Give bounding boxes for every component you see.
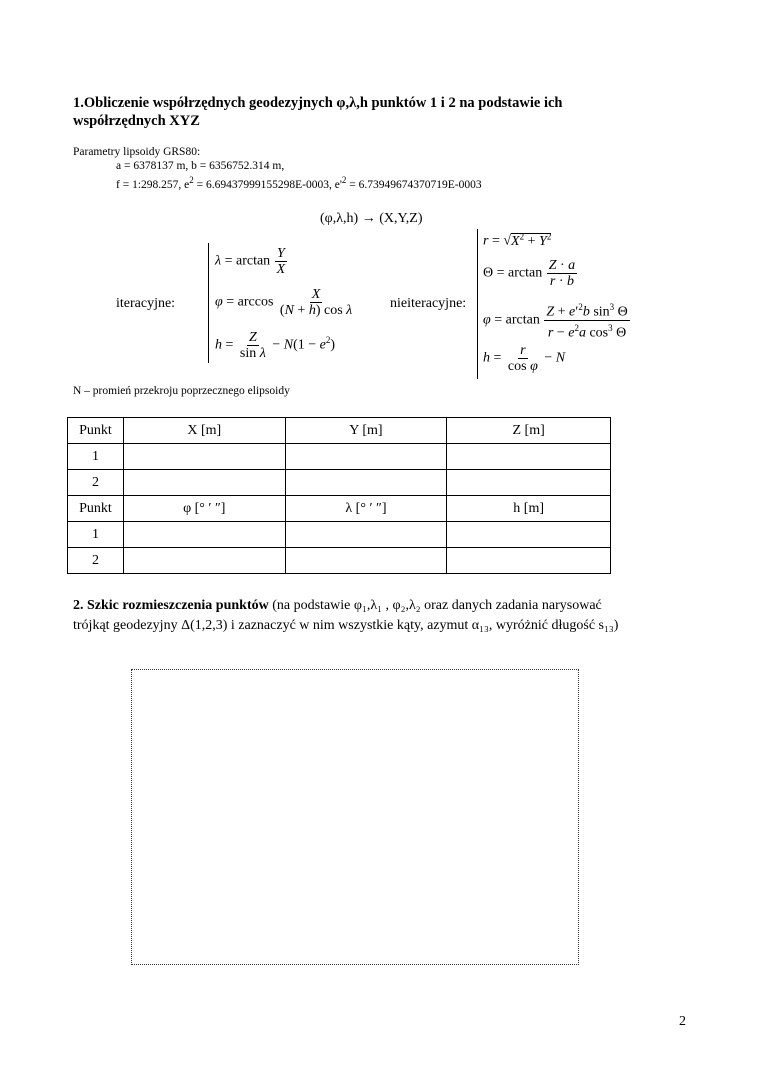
- point-label: 2: [68, 470, 124, 496]
- empty-cell[interactable]: [285, 522, 447, 548]
- empty-cell[interactable]: [123, 470, 285, 496]
- params-title: Parametry lipsoidy GRS80:: [73, 146, 201, 158]
- table-row: [68, 522, 611, 548]
- formula-r: $r = √X^2 + Y^2$: [483, 231, 552, 249]
- formula-lambda: λ = arctan $\frac{Y}{X}$: [215, 246, 286, 277]
- header-cell: λ [° ′ ″]: [285, 496, 447, 522]
- section2-line1: (na podstawie φ₁,λ₁ , φ₂,λ₂ oraz danych zadania narysować: [268, 598, 602, 613]
- section2-line2: trójkąt geodezyjny Δ(1,2,3) i zaznaczyć w nim wszystkie kąty, azymut α₁₃, wyróżnić długość s₁₃): [73, 618, 619, 633]
- params-sup: 2: [189, 175, 194, 185]
- noniterative-label: nieiteracyjne:: [390, 296, 467, 311]
- section2-heading: 2. Szkic rozmieszczenia punktów: [73, 598, 269, 613]
- section1-heading-line1: 1.Obliczenie współrzędnych geodezyjnych φ,λ,h punktów 1 i 2 na podstawie ich: [73, 95, 563, 111]
- empty-cell[interactable]: [285, 548, 447, 574]
- point-label: 2: [68, 548, 124, 574]
- empty-cell[interactable]: [123, 522, 285, 548]
- table-row: [68, 444, 611, 470]
- empty-cell[interactable]: [447, 470, 611, 496]
- empty-cell[interactable]: [123, 444, 285, 470]
- empty-cell[interactable]: [447, 548, 611, 574]
- empty-cell[interactable]: [447, 522, 611, 548]
- table-row: [68, 470, 611, 496]
- n-note: N – promień przekroju poprzecznego elipsoidy: [73, 385, 290, 397]
- params-e2: = 6.69437999155298E-0003, e': [193, 178, 342, 191]
- formula-h-noniter: h = $\frac{r}{\text{cos φ}}$ − N: [483, 343, 566, 374]
- page-number: 2: [679, 1014, 686, 1029]
- table-header-row: [68, 418, 611, 444]
- empty-cell[interactable]: [285, 444, 447, 470]
- coordinates-table: [67, 417, 611, 574]
- point-label: 1: [68, 522, 124, 548]
- section1-heading: [73, 94, 673, 130]
- formula-phi-noniter: φ = arctan $\frac{Z + e'^2b \sin^3 \Theta}{r - e^2a \cos^3 \Theta}$: [483, 302, 628, 341]
- section1-heading-line2: współrzędnych XYZ: [73, 113, 200, 129]
- header-cell: Z [m]: [447, 418, 611, 444]
- formula-theta: Θ = arctan $\frac{Z \cdot a}{r \cdot b}$: [483, 258, 576, 289]
- header-cell: φ [° ′ ″]: [123, 496, 285, 522]
- empty-cell[interactable]: [123, 548, 285, 574]
- empty-cell[interactable]: [447, 444, 611, 470]
- section2-text: [73, 596, 693, 636]
- iterative-label: iteracyjne:: [116, 296, 176, 311]
- header-cell: Y [m]: [285, 418, 447, 444]
- params-ep2: = 6.73949674370719E-0003: [346, 178, 482, 191]
- header-cell: Punkt: [68, 418, 124, 444]
- params-sup: 2: [341, 175, 347, 185]
- empty-cell[interactable]: [285, 470, 447, 496]
- sketch-area[interactable]: [131, 669, 579, 965]
- params-line1: a = 6378137 m, b = 6356752.314 m,: [116, 160, 285, 172]
- header-cell: X [m]: [123, 418, 285, 444]
- transform-title: (φ,λ,h) → (X,Y,Z): [320, 211, 423, 226]
- noniterative-brace: [477, 229, 478, 379]
- point-label: 1: [68, 444, 124, 470]
- header-cell: h [m]: [447, 496, 611, 522]
- iterative-brace: [208, 243, 209, 363]
- formula-h-iter: h = $\frac{Z}{\text{sin λ}}$ − $N(1 - e^2)$: [215, 330, 336, 361]
- header-cell: Punkt: [68, 496, 124, 522]
- table-header-row: [68, 496, 611, 522]
- formula-phi-iter: φ = arccos $\frac{X}{\text{(N + h) cos λ}}$: [215, 287, 353, 318]
- table-row: [68, 548, 611, 574]
- params-line2: [116, 175, 482, 191]
- params-f: f = 1:298.257, e: [116, 178, 190, 191]
